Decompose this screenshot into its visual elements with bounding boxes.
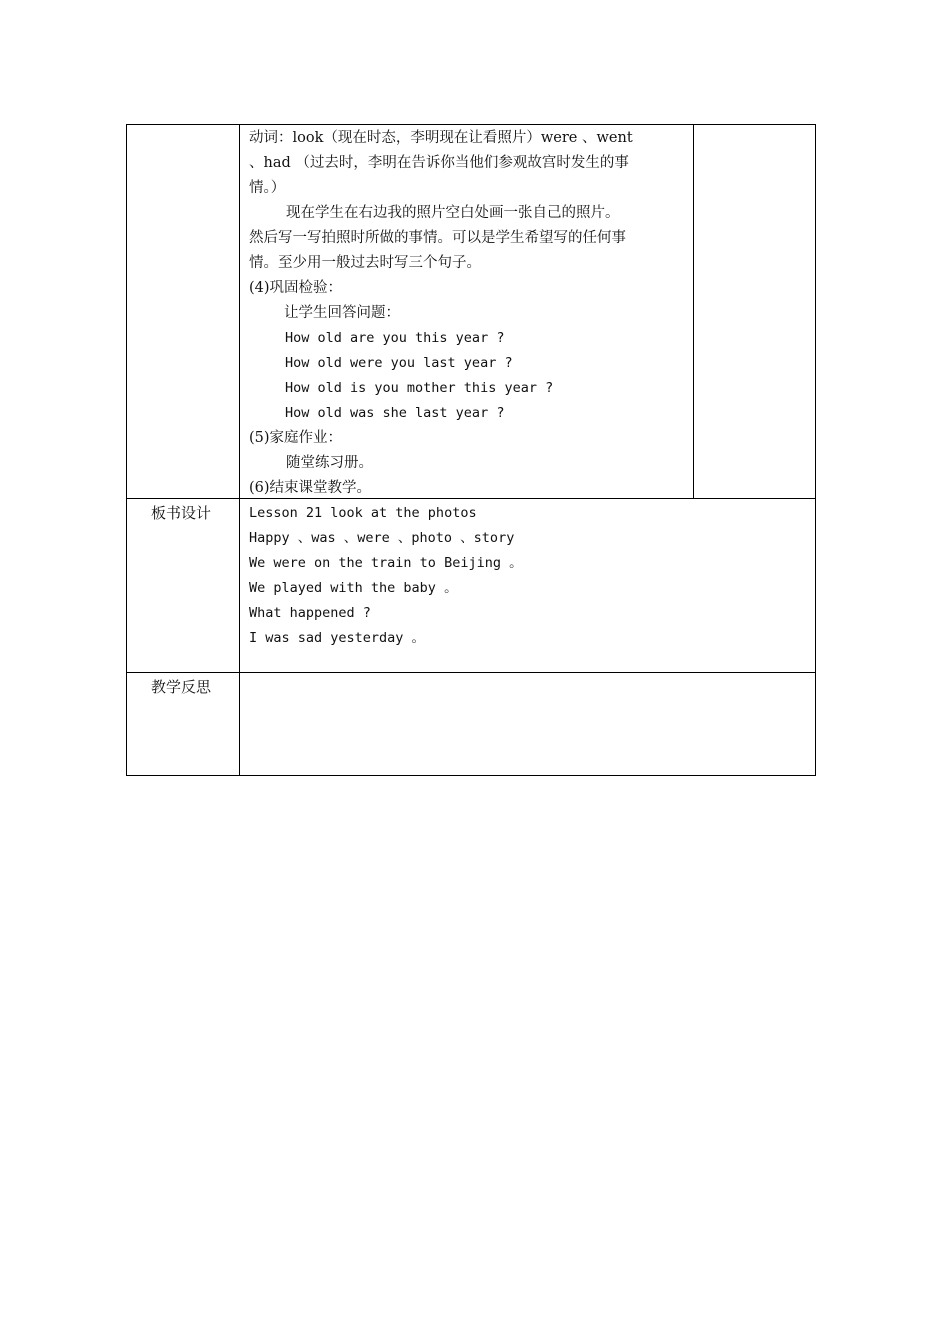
board-line-1: Lesson 21 look at the photos: [249, 505, 477, 521]
table-bottom-border: [126, 775, 816, 776]
board-line-4: We played with the baby 。: [249, 580, 458, 596]
column-divider-2: [693, 124, 694, 499]
reflection-cell: [240, 673, 815, 775]
procedure-line-2: 、had （过去时，李明在告诉你当他们参观故宫时发生的事: [249, 155, 629, 171]
row-divider-1: [126, 498, 816, 499]
question-4: How old was she last year ?: [285, 405, 505, 421]
table-left-border: [126, 124, 127, 776]
procedure-line-6: 情。至少用一般过去时写三个句子。: [249, 255, 481, 271]
section-heading-homework: (5)家庭作业：: [249, 430, 343, 446]
procedure-line-3: 情。）: [249, 180, 286, 196]
section-heading-end: (6)结束课堂教学。: [249, 480, 372, 496]
board-line-5: What happened ?: [249, 605, 371, 621]
procedure-line-4: 现在学生在右边我的照片空白处画一张自己的照片。: [286, 205, 620, 221]
board-line-2: Happy 、was 、were 、photo 、story: [249, 530, 515, 546]
board-design-label: 板书设计: [151, 504, 212, 522]
procedure-line-5: 然后写一写拍照时所做的事情。可以是学生希望写的任何事: [249, 230, 626, 246]
section-heading-consolidation: (4)巩固检验：: [249, 280, 343, 296]
table-top-border: [126, 124, 816, 125]
table-right-border: [815, 124, 816, 776]
procedure-line-1: 动词：look（现在时态，李明现在让看照片）were 、went: [249, 130, 633, 146]
board-line-3: We were on the train to Beijing 。: [249, 555, 523, 571]
procedure-line-8: 让学生回答问题：: [284, 305, 400, 321]
procedure-line-14: 随堂练习册。: [286, 455, 373, 471]
question-3: How old is you mother this year ?: [285, 380, 554, 396]
board-line-6: I was sad yesterday 。: [249, 630, 426, 646]
question-2: How old were you last year ?: [285, 355, 513, 371]
reflection-label: 教学反思: [151, 678, 212, 696]
question-1: How old are you this year ?: [285, 330, 505, 346]
